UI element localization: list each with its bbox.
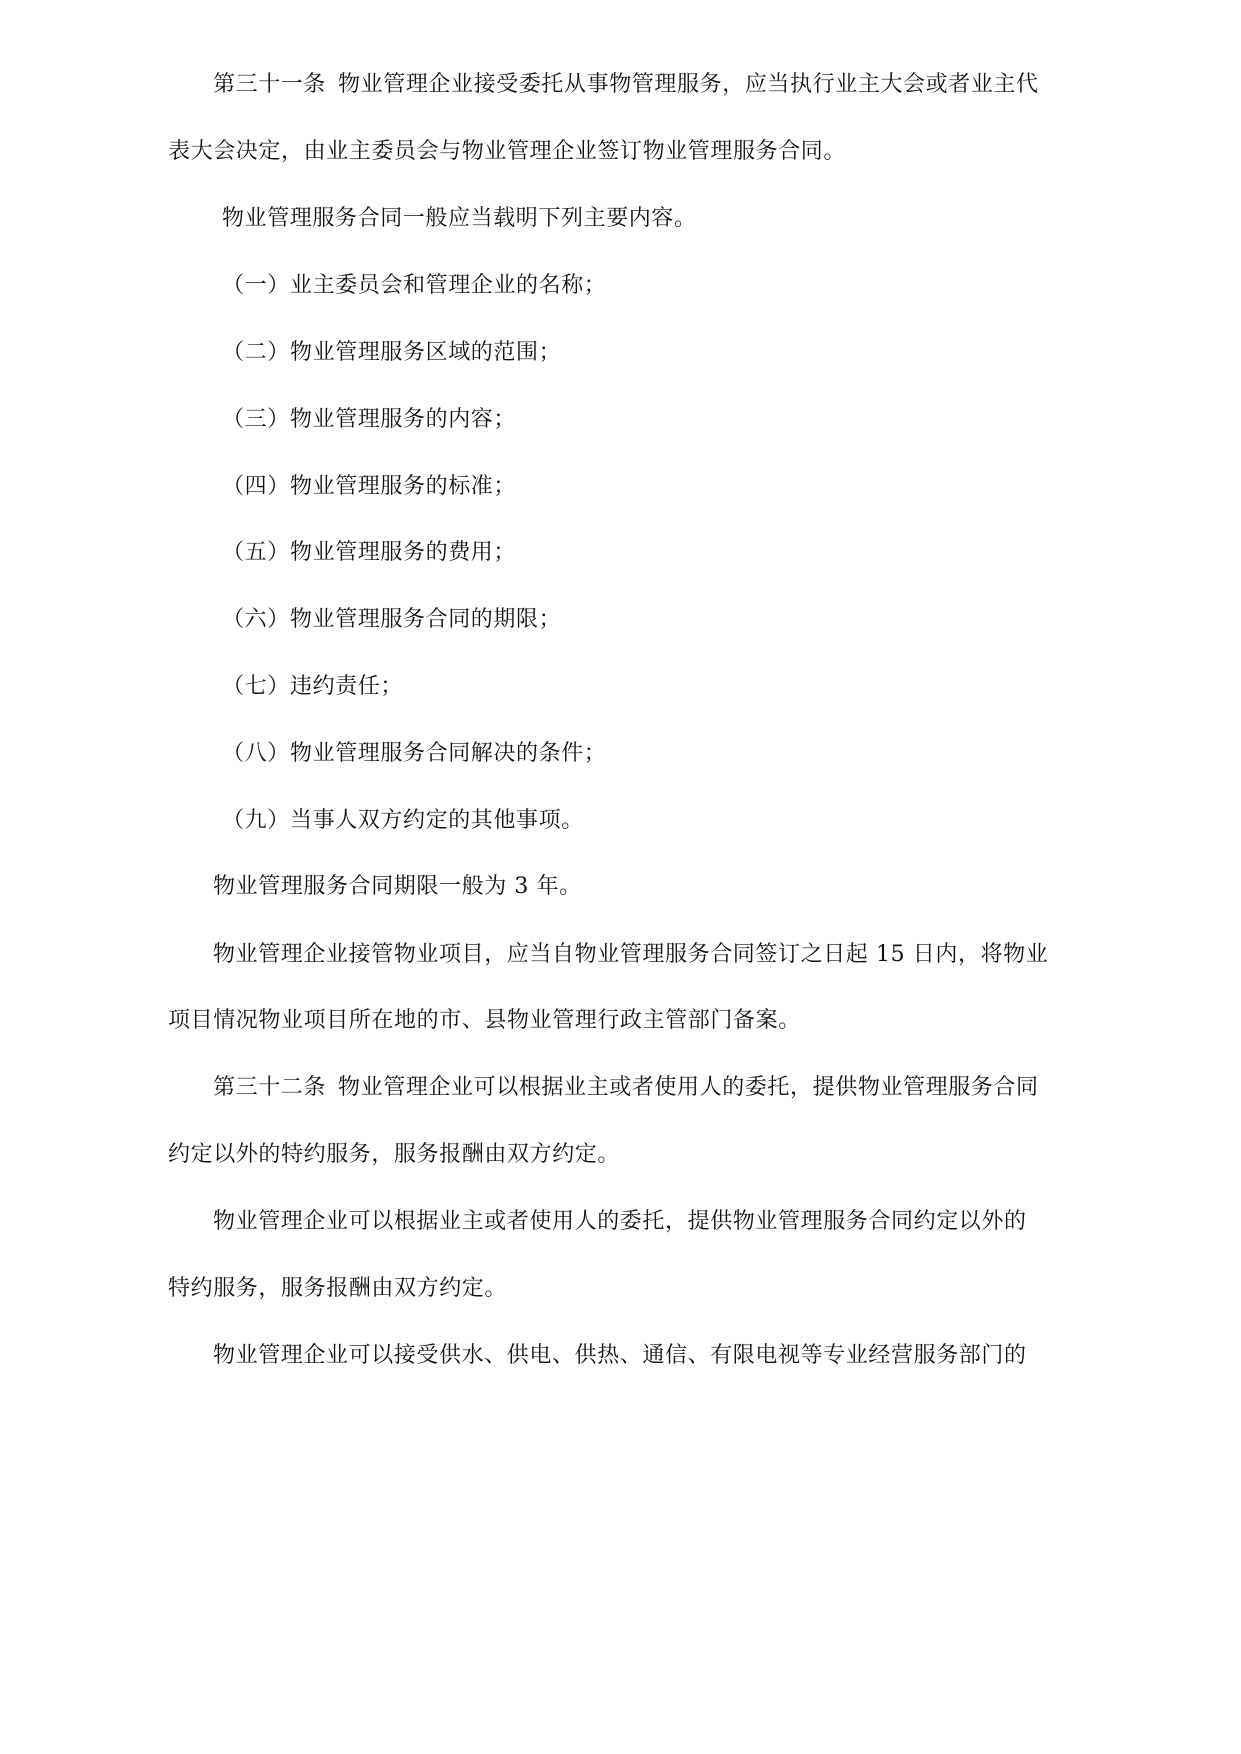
list-item-marker: （一） xyxy=(222,273,290,298)
list-item-marker: （九） xyxy=(222,808,290,833)
list-item-text: 物业管理服务合同的期限； xyxy=(290,607,562,632)
list-item-marker: （六） xyxy=(222,607,290,632)
list-item-text: 物业管理服务区域的范围； xyxy=(290,340,562,365)
filing-paragraph-line-2: 项目情况物业项目所在地的市、县物业管理行政主管部门备案。 xyxy=(168,1008,801,1033)
list-item-text: 业主委员会和管理企业的名称； xyxy=(290,273,607,298)
list-item-text: 物业管理服务合同解决的条件； xyxy=(290,741,607,766)
list-item-marker: （三） xyxy=(222,407,290,432)
article-31-text: 物业管理企业接受委托从事物管理服务，应当执行业主大会或者业主代 xyxy=(338,72,1039,97)
list-item-marker: （七） xyxy=(222,674,290,699)
article-32-text: 物业管理企业可以根据业主或者使用人的委托，提供物业管理服务合同 xyxy=(338,1075,1039,1100)
article-31-first-line xyxy=(213,70,1039,100)
list-item-marker: （二） xyxy=(222,340,290,365)
article-31-continuation: 表大会决定，由业主委员会与物业管理企业签订物业管理服务合同。 xyxy=(168,139,847,164)
article-32-heading: 第三十二条 xyxy=(213,1075,327,1100)
list-item-marker: （五） xyxy=(222,540,290,565)
article-32-first-line xyxy=(213,1073,1039,1103)
filing-paragraph-line-1: 物业管理企业接管物业项目，应当自物业管理服务合同签订之日起 15 日内，将物业 xyxy=(213,942,1049,967)
special-service-paragraph-line-1: 物业管理企业可以根据业主或者使用人的委托，提供物业管理服务合同约定以外的 xyxy=(213,1209,1027,1234)
list-item-text: 当事人双方约定的其他事项。 xyxy=(290,808,584,833)
list-item-marker: （八） xyxy=(222,741,290,766)
contract-contents-intro: 物业管理服务合同一般应当载明下列主要内容。 xyxy=(222,206,697,231)
list-item-marker: （四） xyxy=(222,474,290,499)
contract-term-paragraph: 物业管理服务合同期限一般为 3 年。 xyxy=(213,874,582,899)
list-item-text: 违约责任； xyxy=(290,674,404,699)
article-32-continuation: 约定以外的特约服务，服务报酬由双方约定。 xyxy=(168,1142,621,1167)
list-item-text: 物业管理服务的费用； xyxy=(290,540,517,565)
article-31-heading: 第三十一条 xyxy=(213,72,327,97)
list-item-text: 物业管理服务的标准； xyxy=(290,474,517,499)
list-item-text: 物业管理服务的内容； xyxy=(290,407,517,432)
special-service-paragraph-line-2: 特约服务，服务报酬由双方约定。 xyxy=(168,1276,508,1301)
utility-service-paragraph-line-1: 物业管理企业可以接受供水、供电、供热、通信、有限电视等专业经营服务部门的 xyxy=(213,1343,1027,1368)
